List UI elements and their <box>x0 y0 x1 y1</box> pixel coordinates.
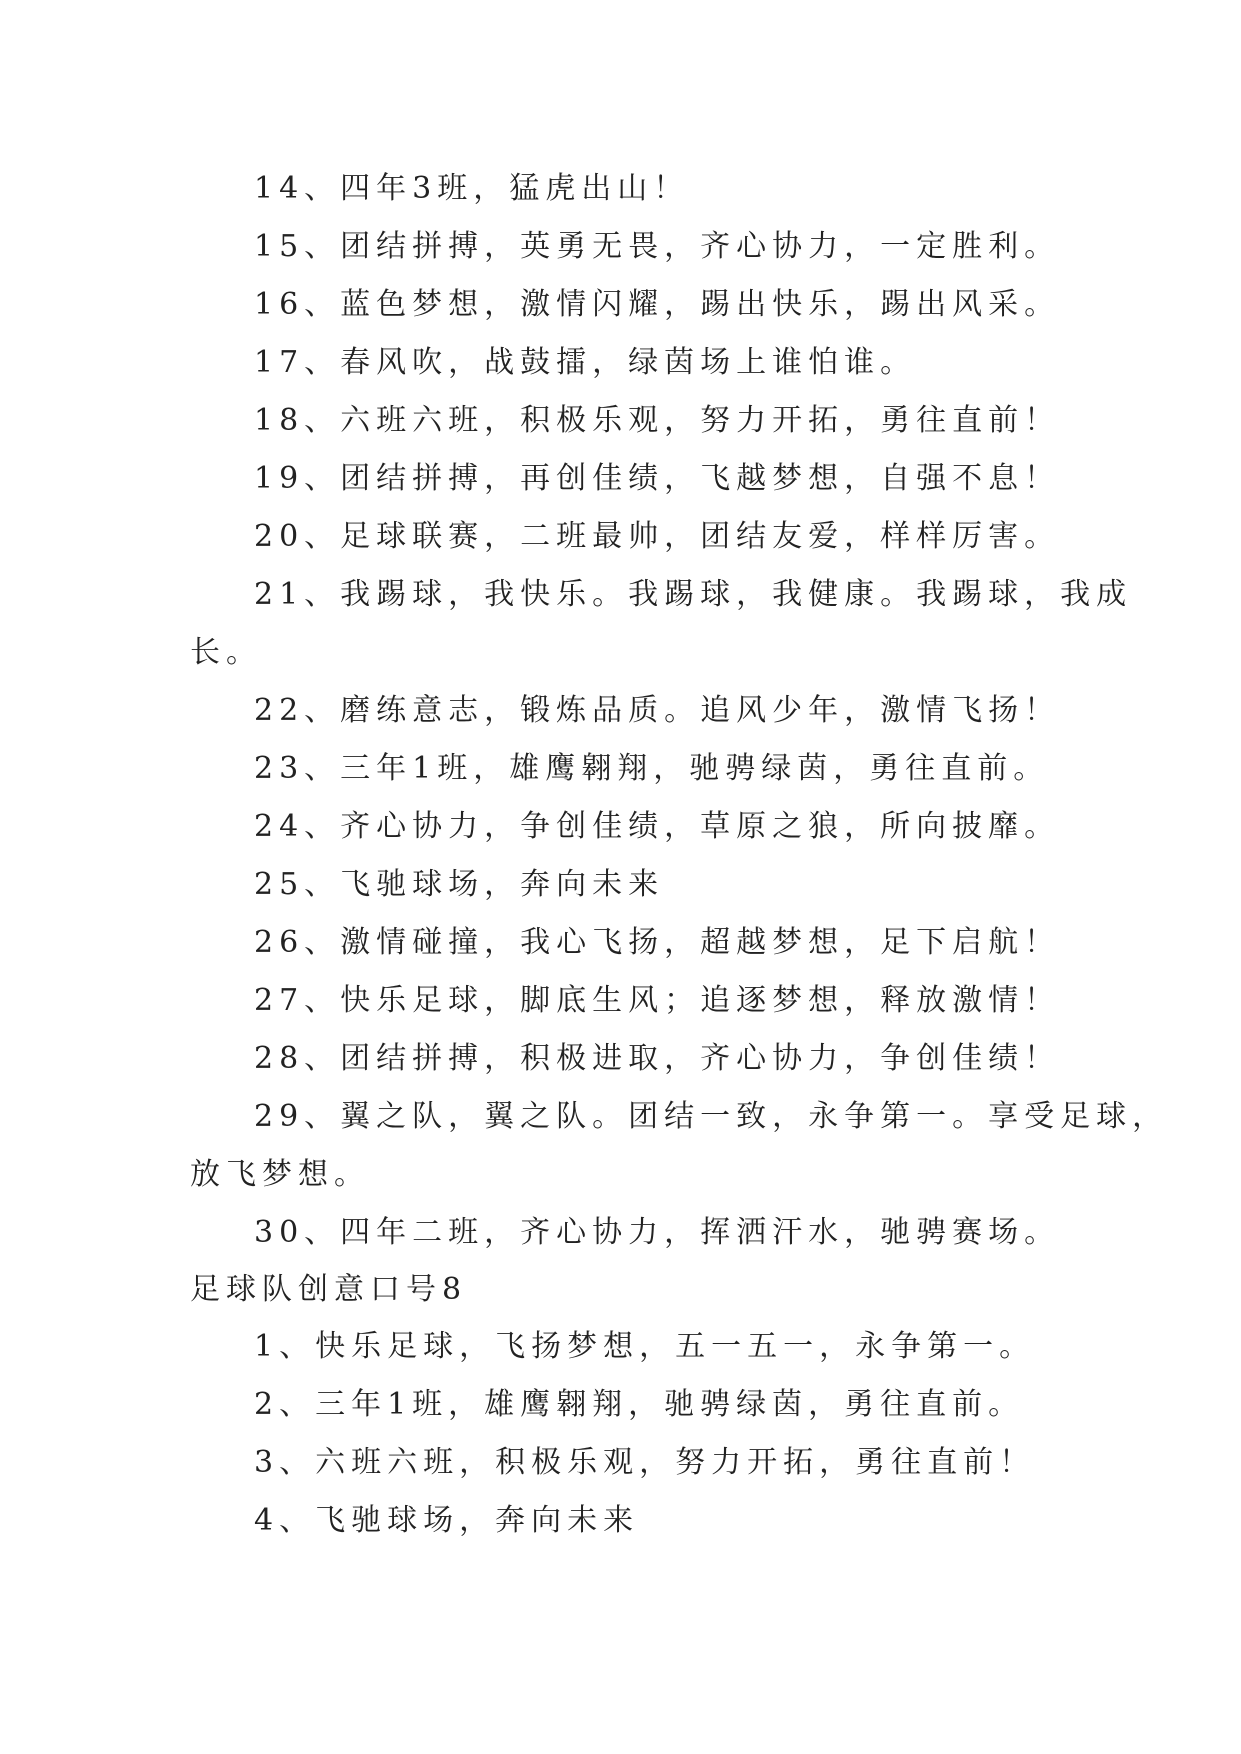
slogan-26: 26、激情碰撞，我心飞扬，超越梦想，足下启航！ <box>254 925 1061 960</box>
slogan-24: 24、齐心协力，争创佳绩，草原之狼，所向披靡。 <box>254 809 1061 844</box>
slogan-28: 28、团结拼搏，积极进取，齐心协力，争创佳绩！ <box>254 1041 1061 1076</box>
slogan-23: 23、三年1班，雄鹰翱翔，驰骋绿茵，勇往直前。 <box>254 751 1050 786</box>
slogan-29: 29、翼之队，翼之队。团结一致，永争第一。享受足球， <box>254 1099 1169 1134</box>
slogan-19: 19、团结拼搏，再创佳绩，飞越梦想，自强不息！ <box>254 461 1061 496</box>
slogan-3: 3、六班六班，积极乐观，努力开拓，勇往直前！ <box>254 1445 1036 1480</box>
slogan-16: 16、蓝色梦想，激情闪耀，踢出快乐，踢出风采。 <box>254 287 1061 322</box>
slogan-14: 14、四年3班，猛虎出山！ <box>254 171 690 206</box>
slogan-21-continuation: 长。 <box>190 635 262 670</box>
slogan-4: 4、飞驰球场，奔向未来 <box>254 1503 640 1538</box>
slogan-21: 21、我踢球，我快乐。我踢球，我健康。我踢球，我成 <box>254 577 1133 612</box>
slogan-29-continuation: 放飞梦想。 <box>190 1157 370 1192</box>
slogan-2: 2、三年1班，雄鹰翱翔，驰骋绿茵，勇往直前。 <box>254 1387 1025 1422</box>
slogan-25: 25、飞驰球场，奔向未来 <box>254 867 665 902</box>
slogan-30: 30、四年二班，齐心协力，挥洒汗水，驰骋赛场。 <box>254 1215 1061 1250</box>
slogan-1: 1、快乐足球，飞扬梦想，五一五一，永争第一。 <box>254 1329 1036 1364</box>
section-heading: 足球队创意口号8 <box>190 1272 468 1307</box>
slogan-15: 15、团结拼搏，英勇无畏，齐心协力，一定胜利。 <box>254 229 1061 264</box>
document-body <box>190 160 1169 1550</box>
slogan-17: 17、春风吹，战鼓擂，绿茵场上谁怕谁。 <box>254 345 917 380</box>
slogan-18: 18、六班六班，积极乐观，努力开拓，勇往直前！ <box>254 403 1061 438</box>
slogan-22: 22、磨练意志，锻炼品质。追风少年，激情飞扬！ <box>254 693 1061 728</box>
slogan-27: 27、快乐足球，脚底生风；追逐梦想，释放激情！ <box>254 983 1061 1018</box>
slogan-20: 20、足球联赛，二班最帅，团结友爱，样样厉害。 <box>254 519 1061 554</box>
